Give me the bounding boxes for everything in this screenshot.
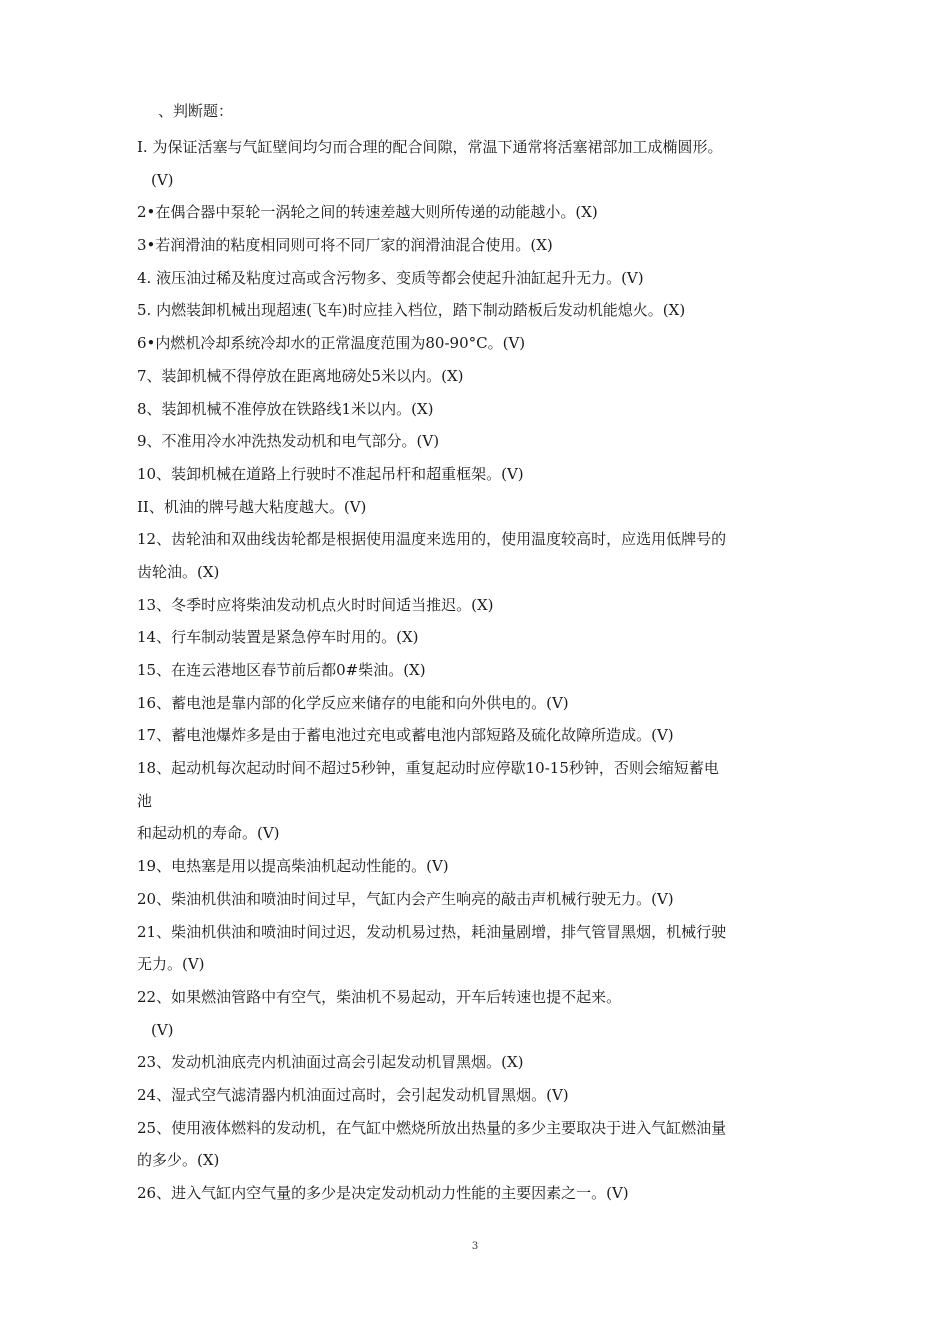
question-line: 6•内燃机冷却系统冷却水的正常温度范围为80-90°C。(V) [137, 334, 526, 353]
question-line: 21、柴油机供油和喷油时间过迟，发动机易过热，耗油量剧增，排气管冒黑烟，机械行驶 [137, 922, 727, 941]
question-line: 10、装卸机械在道路上行驶时不准起吊杆和超重框架。(V) [137, 464, 524, 483]
question-line: 14、行车制动装置是紧急停车时用的。(X) [137, 628, 419, 647]
question-line: 25、使用液体燃料的发动机，在气缸中燃烧所放出热量的多少主要取决于进入气缸燃油量 [137, 1118, 727, 1137]
section-heading: 、判断题： [158, 102, 234, 120]
question-line: 7、装卸机械不得停放在距离地磅处5米以内。(X) [137, 366, 464, 385]
question-line: 齿轮油。(X) [137, 562, 220, 581]
question-line: 24、湿式空气滤清器内机油面过高时，会引起发动机冒黑烟。(V) [137, 1085, 569, 1104]
question-line: 池 [137, 791, 153, 810]
question-line: 5. 内燃装卸机械出现超速(飞车)时应挂入档位，踏下制动踏板后发动机能熄火。(X) [137, 301, 686, 320]
question-line: 8、装卸机械不准停放在铁路线1米以内。(X) [137, 399, 434, 418]
question-line: 9、不准用冷水冲洗热发动机和电气部分。(V) [137, 432, 440, 451]
question-line: 无力。(V) [137, 955, 205, 974]
question-line: 19、电热塞是用以提高柴油机起动性能的。(V) [137, 857, 449, 876]
question-line: (V) [151, 1020, 174, 1039]
question-line: 15、在连云港地区春节前后都0#柴油。(X) [137, 661, 426, 679]
question-line: 23、发动机油底壳内机油面过高会引起发动机冒黑烟。(X) [137, 1053, 524, 1072]
question-line: 和起动机的寿命。(V) [137, 824, 280, 843]
question-line: 13、冬季时应将柴油发动机点火时时间适当推迟。(X) [137, 595, 494, 614]
question-line: 22、如果燃油管路中有空气，柴油机不易起动，开车后转速也提不起来。 [137, 987, 622, 1006]
question-list [137, 131, 817, 1210]
page-number: 3 [471, 1241, 479, 1252]
question-line: 12、齿轮油和双曲线齿轮都是根据使用温度来选用的，使用温度较高时，应选用低牌号的 [137, 530, 727, 549]
question-line: 26、进入气缸内空气量的多少是决定发动机动力性能的主要因素之一。(V) [137, 1184, 629, 1202]
question-line: 的多少。(X) [137, 1151, 220, 1170]
question-line: 4. 液压油过稀及粘度过高或含污物多、变质等都会使起升油缸起升无力。(V) [137, 268, 644, 287]
question-line: 18、起动机每次起动时间不超过5秒钟，重复起动时应停歇10-15秒钟，否则会缩短蓄电 [137, 759, 719, 778]
question-line: 17、蓄电池爆炸多是由于蓄电池过充电或蓄电池内部短路及硫化故障所造成。(V) [137, 726, 674, 745]
question-line: 16、蓄电池是靠内部的化学反应来储存的电能和向外供电的。(V) [137, 693, 569, 712]
question-line: 3•若润滑油的粘度相同则可将不同厂家的润滑油混合使用。(X) [137, 236, 553, 255]
question-line: 2•在偶合器中泵轮一涡轮之间的转速差越大则所传递的动能越小。(X) [137, 203, 598, 222]
question-line: II、机油的牌号越大粘度越大。(V) [137, 497, 367, 516]
question-line: (V) [151, 170, 174, 189]
question-line: 20、柴油机供油和喷油时间过早，气缸内会产生响亮的敲击声机械行驶无力。(V) [137, 889, 674, 908]
question-line: I. 为保证活塞与气缸壁间均匀而合理的配合间隙，常温下通常将活塞裙部加工成椭圆形。 [137, 138, 723, 156]
